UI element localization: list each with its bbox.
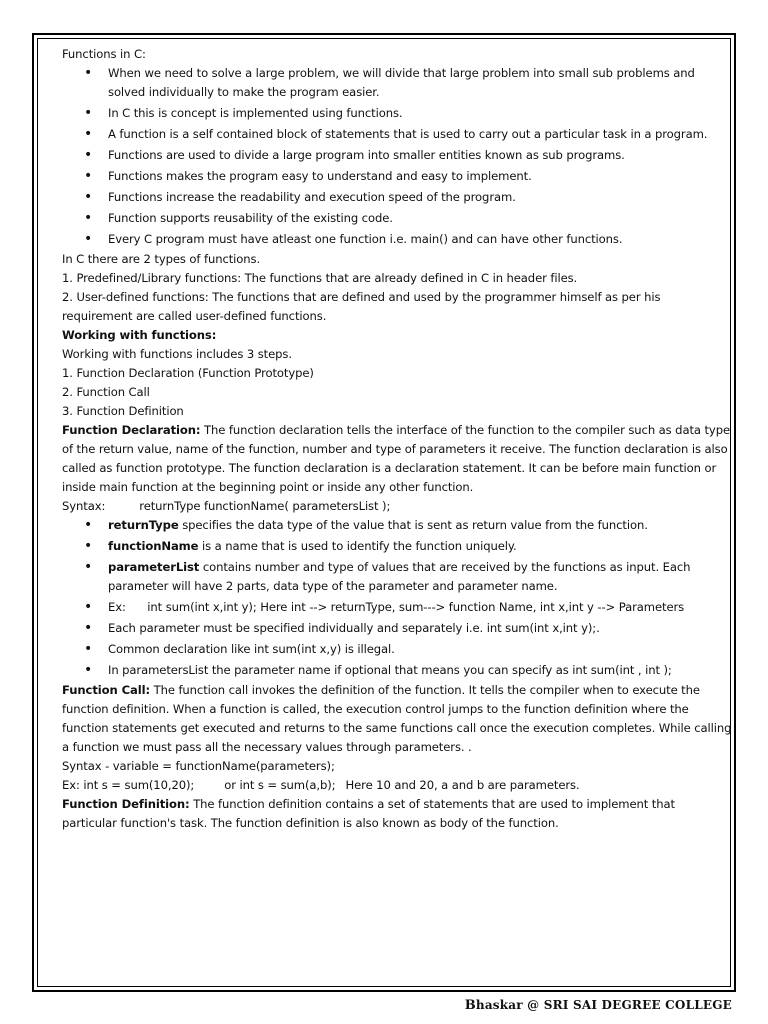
list-item: • Functions increase the readability and execution speed of the program. (62, 188, 732, 207)
list-item: • Function supports reusability of the existing code. (62, 209, 732, 228)
list-item: • Functions makes the program easy to understand and easy to implement. (62, 167, 732, 186)
list-item: • Functions are used to divide a large program into smaller entities known as sub programs. (62, 146, 732, 165)
list-item: • Ex: int sum(int x,int y); Here int --> returnType, sum---> function Name, int x,int y --> Parameters (62, 598, 732, 617)
declaration-heading: Function Declaration: (62, 423, 201, 437)
call-paragraph: Function Call: The function call invokes the definition of the function. It tells the compiler when to execute the function definition. When a function is called, the execution control jumps to the function definition where the function statements get executed and returns to the same functions call once the execution completes. While calling a function we must pass all the necessary values through parameters. . (62, 683, 732, 754)
declaration-syntax: Syntax: returnType functionName( parametersList ); (62, 499, 391, 513)
working-step: 1. Function Declaration (Function Prototype) (62, 366, 314, 380)
types-intro: In C there are 2 types of functions. (62, 252, 261, 266)
working-intro: Working with functions includes 3 steps. (62, 347, 292, 361)
call-heading: Function Call: (62, 683, 151, 697)
list-item: • When we need to solve a large problem, we will divide that large problem into small sub problems and solved individually to make the program easier. (62, 64, 732, 102)
list-item: • A function is a self contained block of statements that is used to carry out a particular task in a program. (62, 125, 732, 144)
types-item-user-defined: 2. User-defined functions: The functions that are defined and used by the programmer himself as per his requirement are called user-defined functions. (62, 290, 661, 323)
intro-bullet-list (62, 64, 732, 249)
definition-heading: Function Definition: (62, 797, 190, 811)
document-body (62, 45, 732, 833)
working-step: 2. Function Call (62, 385, 150, 399)
call-syntax: Syntax - variable = functionName(parameters); (62, 759, 335, 773)
list-item: • In C this is concept is implemented using functions. (62, 104, 732, 123)
list-item: • Every C program must have atleast one function i.e. main() and can have other functions. (62, 230, 732, 249)
list-item: • returnType specifies the data type of the value that is sent as return value from the function. (62, 516, 732, 535)
definition-paragraph: Function Definition: The function definition contains a set of statements that are used to implement that particular function's task. The function definition is also known as body of the function. (62, 797, 675, 830)
list-item: • In parametersList the parameter name if optional that means you can specify as int sum(int , int ); (62, 661, 732, 680)
list-item: • functionName is a name that is used to identify the function uniquely. (62, 537, 732, 556)
working-heading: Working with functions: (62, 328, 217, 342)
call-example: Ex: int s = sum(10,20); or int s = sum(a,b); Here 10 and 20, a and b are parameters. (62, 778, 580, 792)
list-item: • Each parameter must be specified individually and separately i.e. int sum(int x,int y);. (62, 619, 732, 638)
section-title: Functions in C: (62, 47, 146, 61)
list-item: • parameterList contains number and type of values that are received by the functions as input. Each parameter will have 2 parts, data type of the parameter and parameter name. (62, 558, 732, 596)
working-step: 3. Function Definition (62, 404, 184, 418)
declaration-paragraph: Function Declaration: The function declaration tells the interface of the function to the compiler such as data type of the return value, name of the function, number and type of parameters it receive. The function declaration is also called as function prototype. The function declaration is a declaration statement. It can be before main function or inside main function at the beginning point or inside any other function. (62, 423, 730, 494)
page-footer: Bhaskar @ SRI SAI DEGREE COLLEGE (464, 998, 732, 1013)
declaration-bullet-list (62, 516, 732, 680)
types-item-predefined: 1. Predefined/Library functions: The functions that are already defined in C in header files. (62, 271, 578, 285)
list-item: • Common declaration like int sum(int x,y) is illegal. (62, 640, 732, 659)
